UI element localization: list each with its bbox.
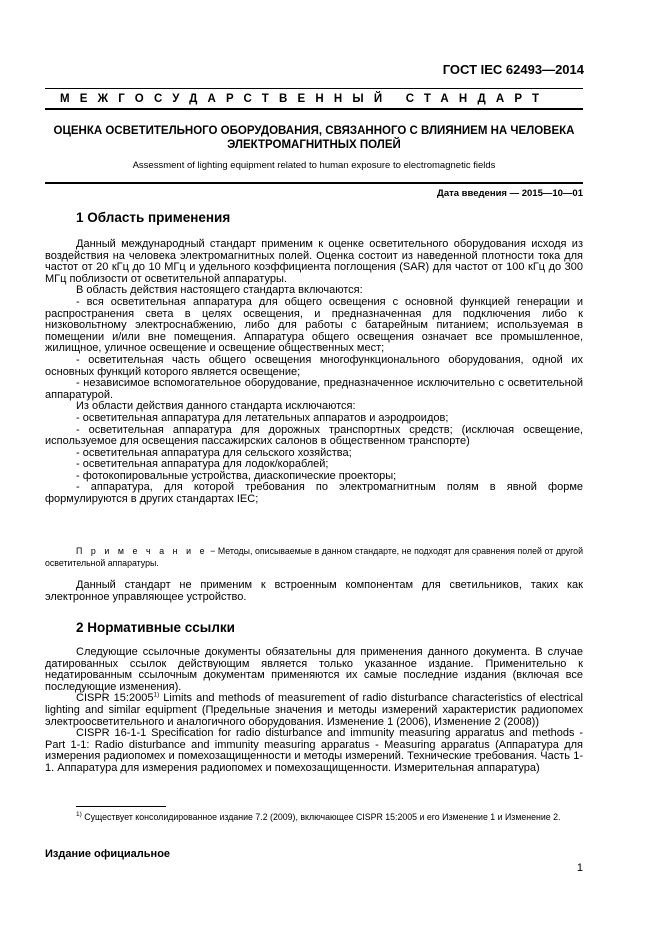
list-item: - осветительная аппаратура для сельского хозяйства; <box>76 446 352 459</box>
list-item: - осветительная аппаратура для дорожных транспортных средств; (исключая освещение, используемое для освещения пассажирских салонов в общественном транспорте) <box>45 423 583 448</box>
document-title-english: Assessment of lighting equipment related to human exposure to electromagnetic fields <box>132 160 496 171</box>
reference-item <box>45 693 583 728</box>
list-item: - осветительная часть общего освещения многофункционального оборудования, одной их основных функций которого является освещение; <box>45 353 583 378</box>
list-item: - аппаратура, для которой требования по электромагнитным полям в явной форме формулируются в других стандартах IEC; <box>45 481 583 506</box>
paragraph: Следующие ссылочные документы обязательны для применения данного документа. В случае датированных ссылок действующим является только указанное издание. Применительно к недатированным ссылочным документам применяются их самые последние издания (включая все последующие изменения). <box>45 646 583 693</box>
title-bottom-rule <box>45 182 583 184</box>
section-1-body <box>45 239 583 506</box>
footnote-text: Существует консолидированное издание 7.2 (2009), включающее CISPR 15:2005 и его Изменение 1 и Изменение 2. <box>81 812 561 822</box>
footnote-reference: 1) <box>153 691 160 699</box>
page-number: 1 <box>576 862 583 874</box>
list-item: - вся осветительная аппаратура для общего освещения с основной функцией генерации и распространения света в целях освещения, и предназначенная для подключения либо к низковольтному электроснабжению, либо для работы с батарейным питанием; используемая в помещении и/или вне помещения. Аппаратура общего освещения означает все промышленное, жилищное, уличное освещение и освещение общественных мест; <box>45 295 583 355</box>
section-2-body <box>45 647 583 775</box>
paragraph: Данный стандарт не применим к встроенным компонентам для светильников, таких как электронное управляющее устройство. <box>45 579 583 603</box>
paragraph: В область действия настоящего стандарта включаются: <box>76 284 363 297</box>
reference-text: Limits and methods of measurement of radio disturbance characteristics of electrical lighting and similar equipment (Предельные значения и методы измерений характеристик радиопомех электроосветительного и аналогичного оборудования. Изменение 1 (2006), Изменение 2 (2008)) <box>45 692 583 728</box>
list-item: - осветительная аппаратура для лодок/кораблей; <box>76 458 329 471</box>
banner-top-rule <box>45 88 583 89</box>
list-item: - независимое вспомогательное оборудование, предназначенное исключительно с осветительной аппаратурой. <box>45 377 583 401</box>
footnote <box>45 812 583 824</box>
reference-item: CISPR 16-1-1 Specification for radio disturbance and immunity measuring apparatus and methods - Part 1-1: Radio disturbance and immunity measuring apparatus - Measuring apparatus (Аппаратура для измерения радиопомех и помехозащищенности и методы измерений. Технические требования. Часть 1-1. Аппаратура для измерения радиопомех и помехозащищенности. Измерительная аппаратура) <box>45 727 583 774</box>
note-block <box>45 545 583 569</box>
section-2-heading: 2 Нормативные ссылки <box>76 620 235 635</box>
footnote-mark: 1) <box>76 811 82 819</box>
note-label: П р и м е ч а н и е <box>76 546 208 556</box>
banner-bottom-rule <box>45 108 583 110</box>
document-title: ОЦЕНКА ОСВЕТИТЕЛЬНОГО ОБОРУДОВАНИЯ, СВЯЗАННОГО С ВЛИЯНИЕМ НА ЧЕЛОВЕКА ЭЛЕКТРОМАГНИТНЫХ ПОЛЕЙ <box>53 125 575 151</box>
reference-code: CISPR 15:2005 <box>76 692 154 705</box>
section-1-closing <box>45 580 583 603</box>
edition-label: Издание официальное <box>45 848 171 860</box>
document-code: ГОСТ IEC 62493—2014 <box>442 62 584 77</box>
standard-banner: МЕЖГОСУДАРСТВЕННЫЙ СТАНДАРТ <box>60 93 550 105</box>
section-1-heading: 1 Область применения <box>76 210 231 225</box>
paragraph: Данный международный стандарт применим к оценке осветительного оборудования исходя из воздействия на человека электромагнитных полей. Оценка состоит из наведенной плотности тока для частот от 20 кГц до 10 МГц и удельного коэффициента поглощения (SAR) для частот от 100 кГц до 300 МГц поблизости от осветительной аппаратуры. <box>45 238 583 285</box>
footnote-rule <box>76 806 166 807</box>
paragraph: Из области действия данного стандарта исключаются: <box>76 400 356 413</box>
note-text: − Методы, описываемые в данном стандарте, не подходят для сравнения полей от другой осветительной аппаратуры. <box>45 546 583 568</box>
introduction-date: Дата введения — 2015—10—01 <box>437 188 583 199</box>
list-item: - фотокопировальные устройства, диаскопические проекторы; <box>76 469 397 482</box>
list-item: - осветительная аппаратура для летательных аппаратов и аэродроидов; <box>76 411 449 424</box>
